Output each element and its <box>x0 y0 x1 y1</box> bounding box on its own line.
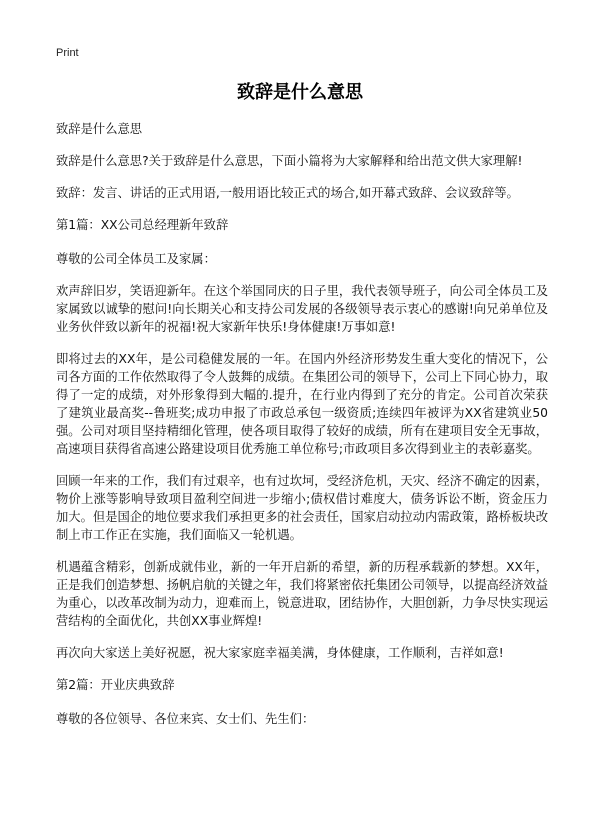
definition-paragraph: 致辞：发言、讲话的正式用语,一般用语比较正式的场合,如开幕式致辞、会议致辞等。 <box>56 186 519 200</box>
article-subtitle: 致辞是什么意思 <box>56 122 143 136</box>
section-greeting: 尊敬的公司全体员工及家属： <box>56 252 216 266</box>
print-link[interactable]: Print <box>56 47 79 59</box>
intro-paragraph: 致辞是什么意思?关于致辞是什么意思，下面小篇将为大家解释和给出范文供大家理解! <box>56 154 523 168</box>
section-greeting: 尊敬的各位领导、各位来宾、女士们、先生们： <box>56 712 315 726</box>
section-heading: 第2篇：开业庆典致辞 <box>56 678 175 692</box>
body-paragraph: 即将过去的XX年，是公司稳健发展的一年。在国内外经济形势发生重大变化的情况下，公司各方面的工作依然取得了令人鼓舞的成绩。在集团公司的领导下，公司上下同心协力，取得了一定的成绩，对外形象得到大幅的.提升，在行业内得到了充分的肯定。公司首次荣获了建筑业最高奖--鲁班奖;成功申报了市政总承包一级资质;连续四年被评为XX省建筑业50强。公司对项目坚持精细化管理，使各项目取得了较好的成绩，所有在建项目安全无事故，高速项目获得省高速公路建设项目优秀施工单位称号;市政项目多次得到业主的表彰嘉奖。 <box>56 352 548 456</box>
article-body <box>56 120 548 742</box>
body-paragraph: 再次向大家送上美好祝愿，祝大家家庭幸福美满，身体健康，工作顺利，吉祥如意! <box>56 646 504 660</box>
body-paragraph: 欢声辞旧岁，笑语迎新年。在这个举国同庆的日子里，我代表领导班子，向公司全体员工及家属致以诚挚的慰问!向长期关心和支持公司发展的各级领导表示衷心的感谢!向兄弟单位及业务伙伴致以新年的祝福!祝大家新年快乐!身体健康!万事如意! <box>56 284 548 334</box>
body-paragraph: 机遇蕴含精彩，创新成就伟业，新的一年开启新的希望，新的历程承载新的梦想。XX年，正是我们创造梦想、扬帆启航的关键之年，我们将紧密依托集团公司领导，以提高经济效益为重心，以改革改制为动力，迎难而上，锐意进取，团结协作，大胆创新，力争尽快实现运营结构的全面优化，共创XX事业辉煌! <box>56 560 548 628</box>
section-heading: 第1篇：XX公司总经理新年致辞 <box>56 218 229 232</box>
body-paragraph: 回顾一年来的工作，我们有过艰辛，也有过坎坷，受经济危机，天灾、经济不确定的因素，物价上涨等影响导致项目盈利空间进一步缩小;债权借讨难度大，债务诉讼不断，资金压力加大。但是国企的地位要求我们承担更多的社会责任，国家启动拉动内需政策，路桥板块改制上市工作正在实施，我们面临又一轮机遇。 <box>56 474 548 542</box>
page-title: 致辞是什么意思 <box>237 82 363 103</box>
